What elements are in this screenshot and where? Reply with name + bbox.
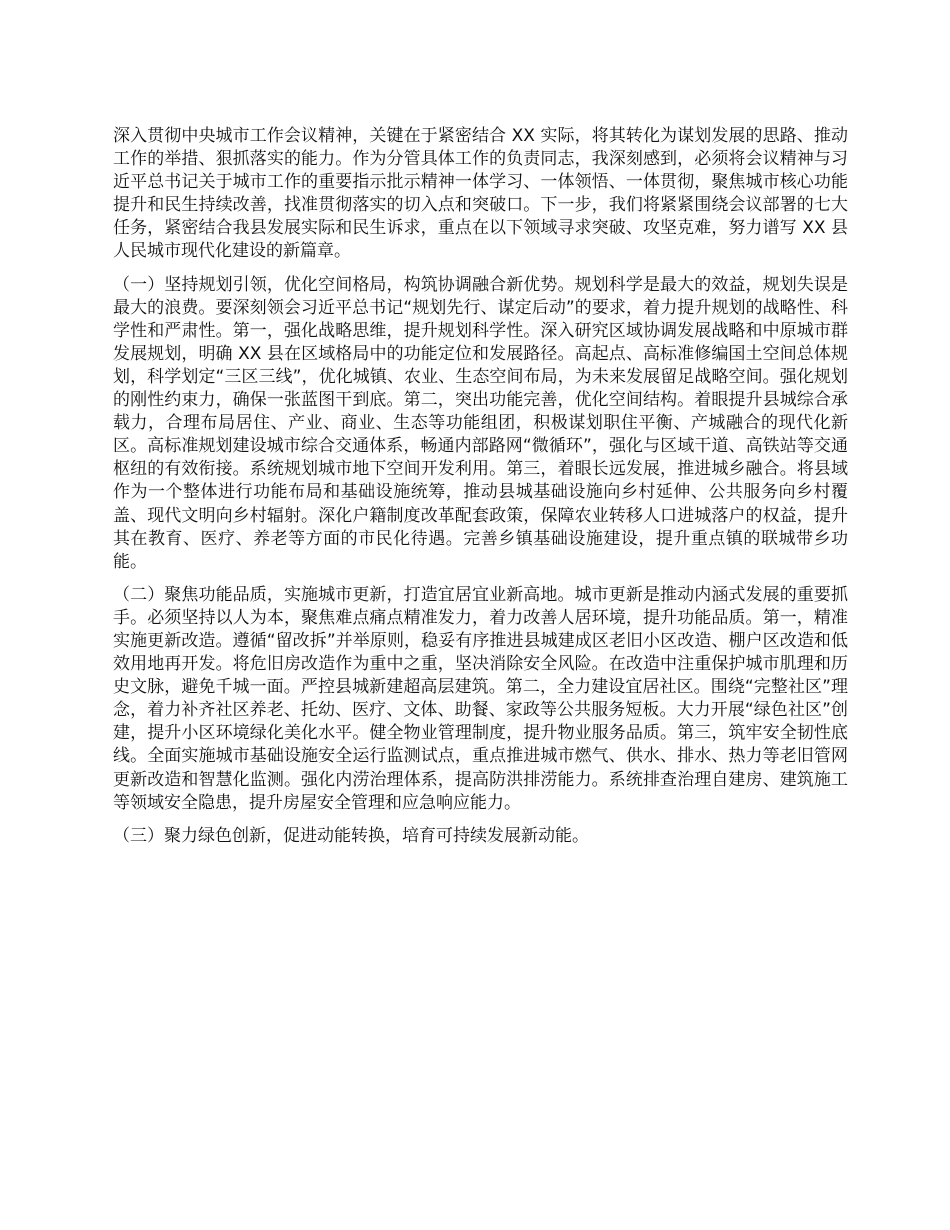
- intro-paragraph: 深入贯彻中央城市工作会议精神，关键在于紧密结合 XX 实际，将其转化为谋划发展的思路、推动工作的举措、狠抓落实的能力。作为分管具体工作的负责同志，我深刻感到，必须将会议精神与习近平总书记关于城市工作的重要指示批示精神一体学习、一体领悟、一体贯彻，聚焦城市核心功能提升和民生持续改善，找准贯彻落实的切入点和突破口。下一步，我们将紧紧围绕会议部署的七大任务，紧密结合我县发展实际和民生诉求，重点在以下领域寻求突破、攻坚克难，努力谱写 XX 县人民城市现代化建设的新篇章。: [113, 126, 848, 262]
- section-three-heading: （三）聚力绿色创新，促进动能转换，培育可持续发展新动能。: [113, 825, 589, 846]
- document-body: [113, 125, 848, 848]
- section-two-paragraph: （二）聚焦功能品质，实施城市更新，打造宜居宜业新高地。城市更新是推动内涵式发展的重要抓手。必须坚持以人为本，聚焦难点痛点精准发力，着力改善人居环境，提升功能品质。第一，精准实施更新改造。遵循“留改拆”并举原则，稳妥有序推进县城建成区老旧小区改造、棚户区改造和低效用地再开发。将危旧房改造作为重中之重，坚决消除安全风险。在改造中注重保护城市肌理和历史文脉，避免千城一面。严控县城新建超高层建筑。第二，全力建设宜居社区。围绕“完整社区”理念，着力补齐社区养老、托幼、医疗、文体、助餐、家政等公共服务短板。大力开展“绿色社区”创建，提升小区环境绿化美化水平。健全物业管理制度，提升物业服务品质。第三，筑牢安全韧性底线。全面实施城市基础设施安全运行监测试点，重点推进城市燃气、供水、排水、热力等老旧管网更新改造和智慧化监测。强化内涝治理体系，提高防洪排涝能力。系统排查治理自建房、建筑施工等领域安全隐患，提升房屋安全管理和应急响应能力。: [113, 584, 848, 813]
- section-one-paragraph: （一）坚持规划引领，优化空间格局，构筑协调融合新优势。规划科学是最大的效益，规划失误是最大的浪费。要深刻领会习近平总书记“规划先行、谋定后动”的要求，着力提升规划的战略性、科学性和严肃性。第一，强化战略思维，提升规划科学性。深入研究区域协调发展战略和中原城市群发展规划，明确 XX 县在区域格局中的功能定位和发展路径。高起点、高标准修编国土空间总体规划，科学划定“三区三线”，优化城镇、农业、生态空间布局，为未来发展留足战略空间。强化规划的刚性约束力，确保一张蓝图干到底。第二，突出功能完善，优化空间结构。着眼提升县城综合承载力，合理布局居住、产业、商业、生态等功能组团，积极谋划职住平衡、产城融合的现代化新区。高标准规划建设城市综合交通体系，畅通内部路网“微循环”，强化与区域干道、高铁站等交通枢纽的有效衔接。系统规划城市地下空间开发利用。第三，着眼长远发展，推进城乡融合。将县域作为一个整体进行功能布局和基础设施统筹，推动县城基础设施向乡村延伸、公共服务向乡村覆盖、现代文明向乡村辐射。深化户籍制度改革配套政策，保障农业转移人口进城落户的权益，提升其在教育、医疗、养老等方面的市民化待遇。完善乡镇基础设施建设，提升重点镇的联城带乡功能。: [113, 274, 848, 572]
